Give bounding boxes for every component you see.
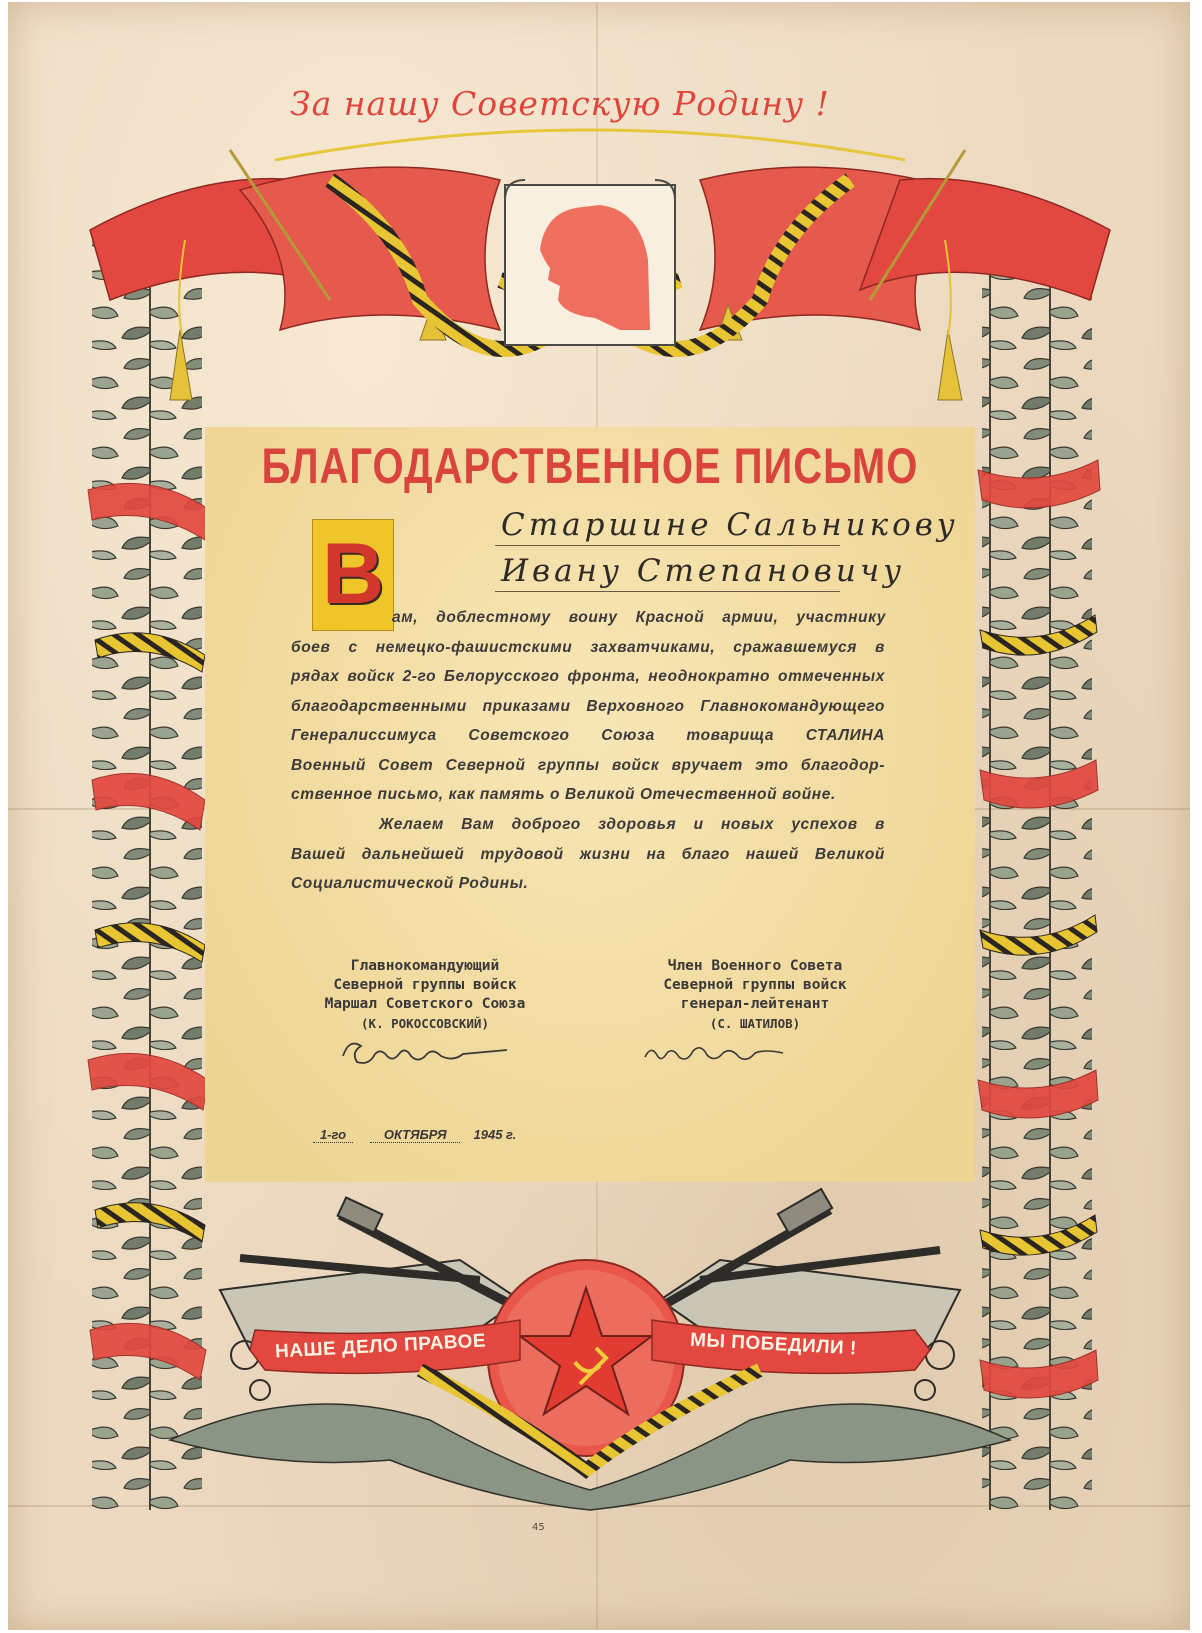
right-laurel — [982, 210, 1092, 1510]
body-line: благодарственными приказами Верховного Главнокомандующего — [291, 697, 885, 715]
wish-line: Желаем Вам доброго здоровья и новых успехов в — [379, 816, 885, 833]
recipient-given-names: Ивану Степановичу — [501, 553, 906, 589]
body-line: ам, доблестному воину Красной армии, участнику — [392, 609, 886, 626]
body-line: боев с немецко-фашистскими захватчиками, сражавшемуся в — [291, 638, 885, 656]
signatory-rank: генерал-лейтенант — [680, 996, 830, 1012]
signatory-name: (С. ШАТИЛОВ) — [709, 1016, 801, 1031]
wish-paragraph — [291, 840, 885, 899]
date-year: 1945 г. — [473, 1127, 517, 1142]
signatory-title: Северной группы войск — [333, 977, 517, 993]
wish-line: Социалистической Родины. — [291, 875, 529, 892]
ribbon-text-left: НАШЕ ДЕЛО ПРАВОЕ — [274, 1330, 487, 1363]
signatory-right — [605, 957, 905, 1033]
left-laurel — [92, 210, 202, 1510]
signatory-title: Член Военного Совета — [667, 958, 843, 974]
body-line: Генералиссимуса Советского Союза товарища СТАЛИНА — [291, 727, 885, 744]
body-line: рядах войск 2-го Белорусского фронта, неоднократно отмеченных — [291, 668, 885, 685]
handwriting-line — [495, 591, 840, 592]
signatory-title: Главнокомандующий — [350, 958, 500, 974]
engraver-mark: 45 — [532, 1522, 545, 1533]
letter-panel — [205, 427, 975, 1182]
handwriting-line — [495, 545, 840, 546]
signatory-rank: Маршал Советского Союза — [324, 996, 526, 1012]
issue-date — [313, 1127, 516, 1143]
body-first-line — [392, 603, 886, 633]
date-day: 1-го — [313, 1127, 353, 1143]
signature-rokossovsky — [335, 1032, 515, 1072]
ribbon-text-right: МЫ ПОБЕДИЛИ ! — [689, 1329, 858, 1360]
body-line: Военный Совет Северной группы войск вручает это благодор- — [291, 756, 885, 774]
signatory-title: Северной группы войск — [663, 977, 847, 993]
signatory-name: (К. РОКОССОВСКИЙ) — [361, 1016, 489, 1031]
initial-letter: В — [321, 526, 385, 622]
motto-heading: За нашу Советскую Родину ! — [290, 84, 830, 123]
wish-line: Вашей дальнейшей трудовой жизни на благо нашей Великой — [291, 845, 885, 863]
body-paragraph — [291, 633, 885, 810]
document-title: БЛАГОДАРСТВЕННОЕ ПИСЬМО — [261, 439, 919, 495]
wish-first-line — [379, 810, 885, 840]
body-line: ственное письмо, как память о Великой Отечественной войне. — [291, 786, 836, 803]
recipient-rank-surname: Старшине Сальникову — [501, 507, 959, 543]
signatory-left — [275, 957, 575, 1033]
date-month: ОКТЯБРЯ — [370, 1127, 460, 1143]
portrait-medallion — [505, 180, 675, 345]
illuminated-initial — [312, 519, 394, 631]
signature-shatilov — [635, 1035, 795, 1071]
